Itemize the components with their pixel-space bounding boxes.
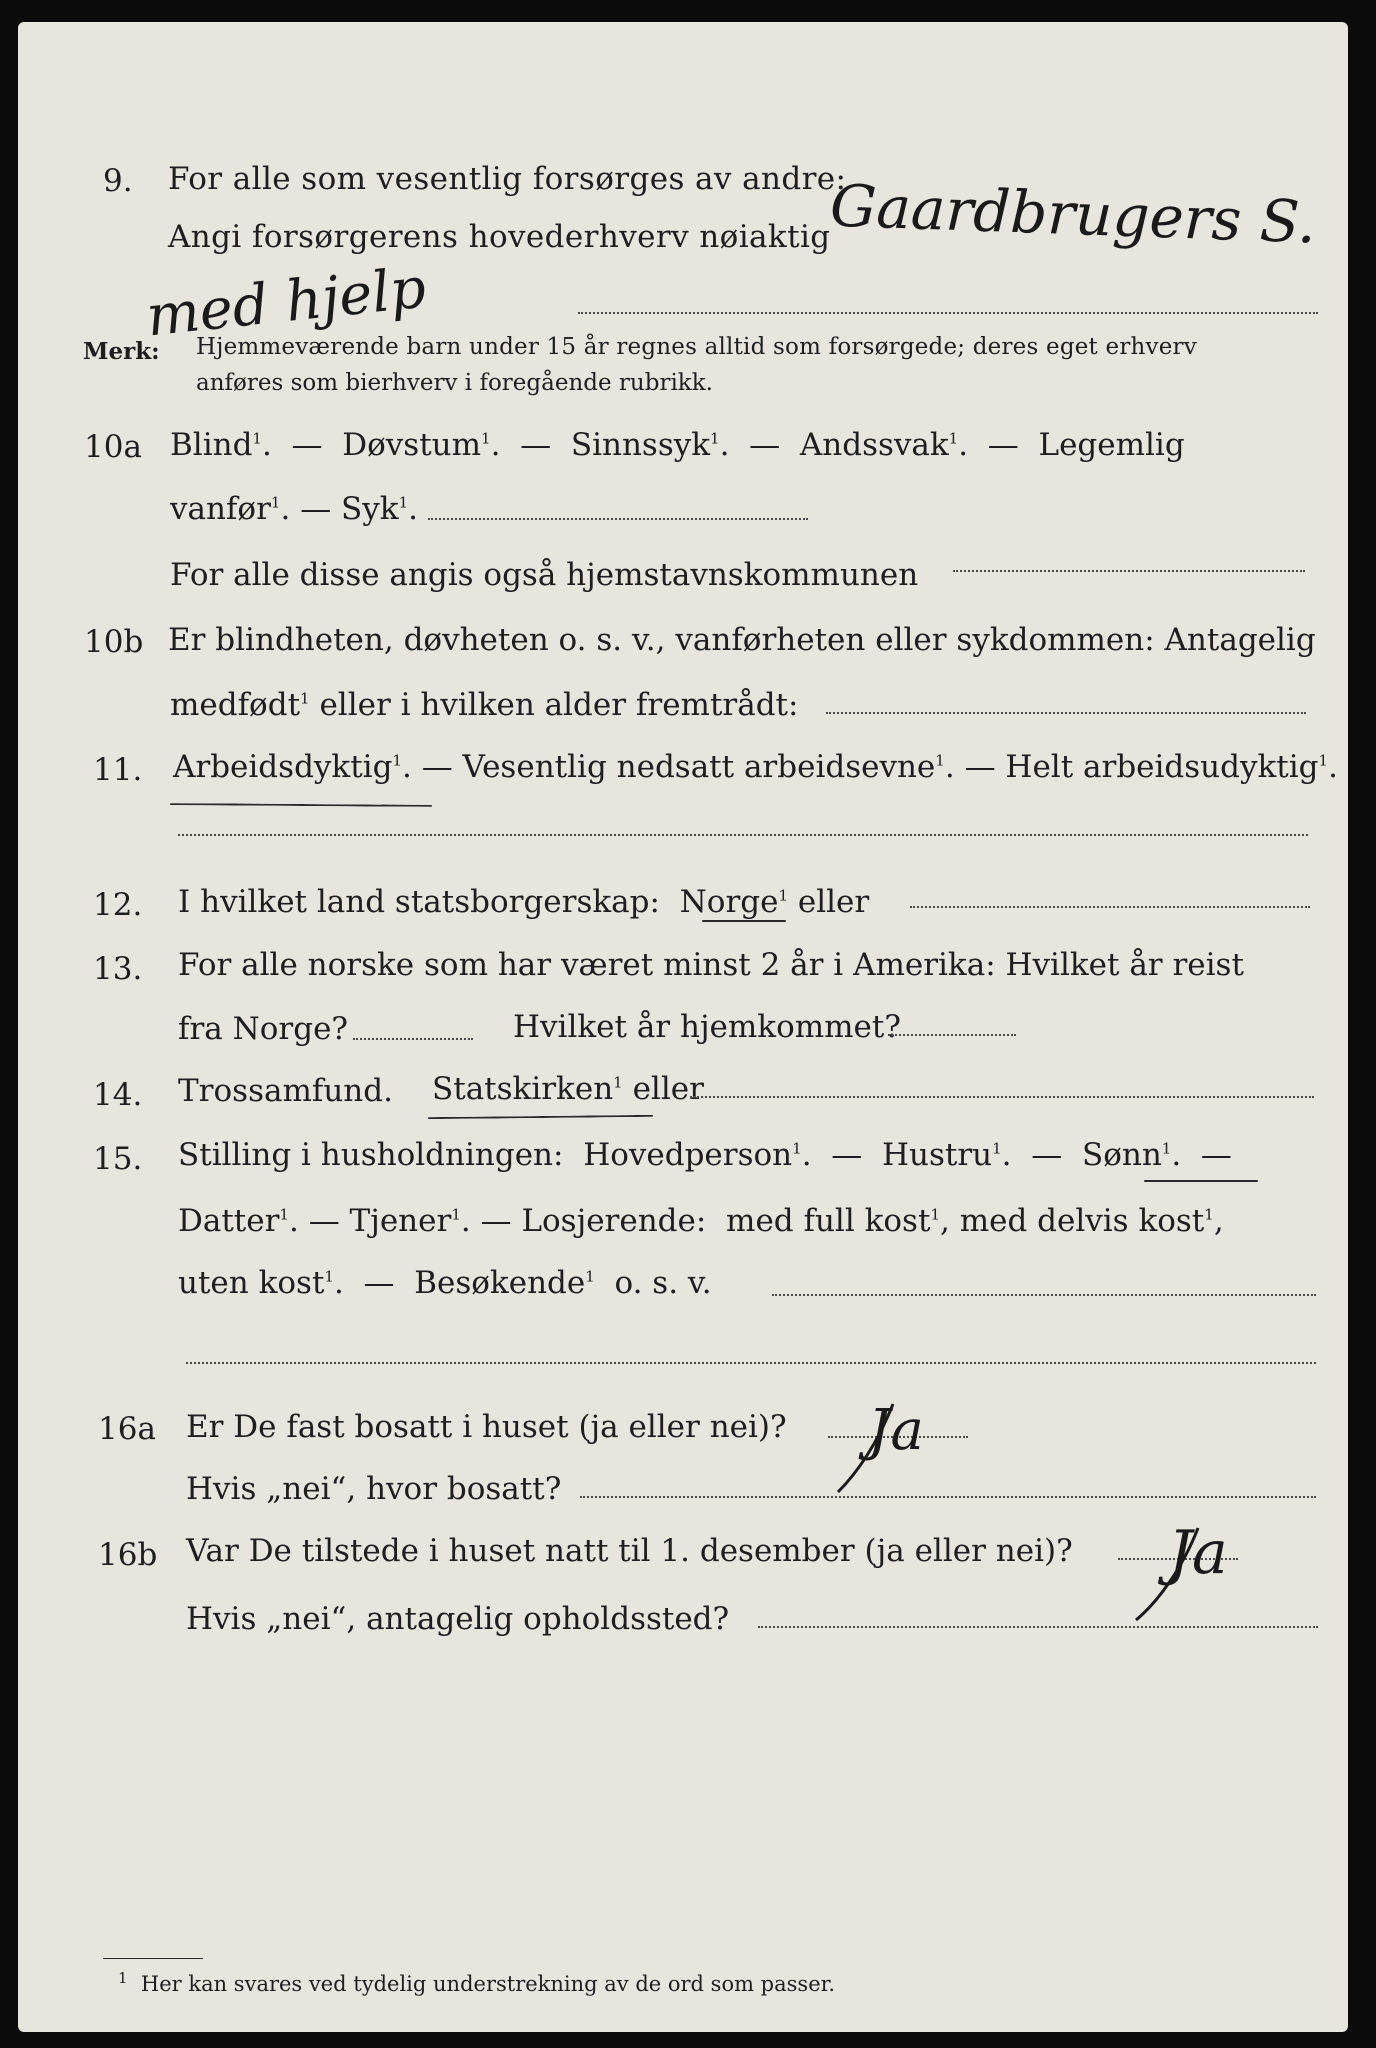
q9-number: 9.	[103, 163, 133, 199]
q15-delvis-kost: med delvis kost	[959, 1203, 1205, 1239]
q10a-andssvak: Andssvak	[799, 427, 949, 463]
q15-hovedperson: Hovedperson	[583, 1137, 793, 1173]
q10a-sinnssyk: Sinnssyk	[570, 427, 711, 463]
footnote-text: Her kan svares ved tydelig understrekning av de ord som passer.	[140, 1972, 836, 1996]
q10a-dovstum: Døvstum	[342, 427, 482, 463]
q16a-handwritten-answer: Ja	[868, 1398, 924, 1463]
q16b-line1: Var De tilstede i huset natt til 1. desember (ja eller nei)?	[186, 1533, 1073, 1569]
q15-number: 15.	[93, 1141, 143, 1177]
merk-line2: anføres som bierhverv i foregående rubrikk.	[196, 370, 713, 396]
merk-line1: Hjemmeværende barn under 15 år regnes alltid som forsørgede; deres eget erhverv	[196, 334, 1197, 360]
q15-besokende: Besøkende	[414, 1265, 586, 1301]
q11-number: 11.	[93, 752, 143, 788]
q10b-line1: Er blindheten, døvheten o. s. v., vanførheten eller sykdommen: Antagelig	[168, 622, 1316, 658]
handwriting-strokes	[18, 22, 1348, 2032]
q12-norge: Norge	[679, 884, 779, 920]
q10a-row2: vanfør$^1$. — Syk$^1$.	[170, 491, 418, 527]
q16b-line2: Hvis „nei“, antagelig opholdssted?	[186, 1601, 730, 1637]
q10a-syk: Syk	[341, 491, 399, 527]
q13-line1: For alle norske som har været minst 2 år i Amerika: Hvilket år reist	[178, 947, 1244, 983]
q15-hustru: Hustru	[881, 1137, 993, 1173]
q15-full-kost: med full kost	[726, 1203, 931, 1239]
q14-row: Statskirken$^1$ eller	[432, 1071, 704, 1107]
q16b-ja-stroke	[1136, 1528, 1198, 1620]
q15-uten-kost: uten kost	[178, 1265, 325, 1301]
q10a-blind: Blind	[170, 427, 253, 463]
q10a-legemlig: Legemlig	[1038, 427, 1185, 463]
q14-statskirken: Statskirken	[432, 1071, 614, 1107]
q10b-number: 10b	[84, 624, 144, 660]
q10a-vanfor: vanfør	[170, 491, 271, 527]
q9-handwritten-occupation: Gaardbrugers S.	[828, 171, 1318, 257]
q11-arbeidsdyktig: Arbeidsdyktig	[173, 749, 393, 785]
q11-options-row: Arbeidsdyktig$^1$. — Vesentlig nedsatt arbeidsevne$^1$. — Helt arbeidsudyktig$^1$.	[173, 749, 1338, 785]
q16a-ja-stroke	[838, 1404, 893, 1492]
q10a-options-row: Blind$^1$. — Døvstum$^1$. — Sinnssyk$^1$. — Andssvak$^1$. — Legemlig	[170, 427, 1185, 463]
q12-number: 12.	[93, 887, 143, 923]
census-form-page	[18, 22, 1348, 2032]
q13-hjemkommet: Hvilket år hjemkommet?	[513, 1009, 901, 1045]
q10b-medfodt: medfødt	[170, 687, 301, 723]
q15-datter: Datter	[178, 1203, 280, 1239]
q14-trossamfund: Trossamfund.	[178, 1073, 393, 1109]
q15-osv: o. s. v.	[614, 1265, 712, 1301]
q10a-line3: For alle disse angis også hjemstavnskommunen	[170, 557, 919, 593]
q12-question: I hvilket land statsborgerskap:	[178, 884, 660, 920]
q15-sonn: Sønn	[1081, 1137, 1162, 1173]
q13-fra-norge: fra Norge?	[178, 1011, 349, 1047]
q16a-number: 16a	[98, 1411, 156, 1447]
q12-eller: eller	[797, 884, 870, 920]
q14-number: 14.	[93, 1077, 143, 1113]
q9-handwritten-occupation-cont: med hjelp	[143, 255, 429, 350]
q15-losjerende: Losjerende:	[521, 1203, 707, 1239]
q16b-number: 16b	[98, 1537, 158, 1573]
q15-row2: Datter$^1$. — Tjener$^1$. — Losjerende: med full kost$^1$, med delvis kost$^1$,	[178, 1203, 1224, 1239]
footnote: $^1$ Her kan svares ved tydelig understrekning av de ord som passer.	[118, 1969, 836, 1996]
q16b-handwritten-answer: Ja	[1168, 1518, 1228, 1588]
q9-line1: For alle som vesentlig forsørges av andre:	[168, 161, 847, 197]
q15-stilling: Stilling i husholdningen:	[178, 1137, 564, 1173]
q12-row: I hvilket land statsborgerskap: Norge$^1$ eller	[178, 884, 870, 920]
q15-row3: uten kost$^1$. — Besøkende$^1$ o. s. v.	[178, 1265, 712, 1301]
q14-eller: eller	[632, 1071, 704, 1107]
q16a-line2: Hvis „nei“, hvor bosatt?	[186, 1471, 562, 1507]
q11-udyktig: Helt arbeidsudyktig	[1005, 749, 1319, 785]
q10a-number: 10a	[84, 429, 142, 465]
q10b-row2: medfødt$^1$ eller i hvilken alder fremtrådt:	[170, 687, 799, 723]
merk-label: Merk:	[83, 338, 160, 365]
q11-nedsatt: Vesentlig nedsatt arbeidsevne	[462, 749, 936, 785]
q16a-line1: Er De fast bosatt i huset (ja eller nei)?	[186, 1409, 787, 1445]
q15-tjener: Tjener	[349, 1203, 452, 1239]
q13-number: 13.	[93, 951, 143, 987]
q9-line2: Angi forsørgerens hovederhverv nøiaktig	[168, 219, 831, 255]
q15-row1: Stilling i husholdningen: Hovedperson$^1$. — Hustru$^1$. — Sønn$^1$. —	[178, 1137, 1232, 1173]
